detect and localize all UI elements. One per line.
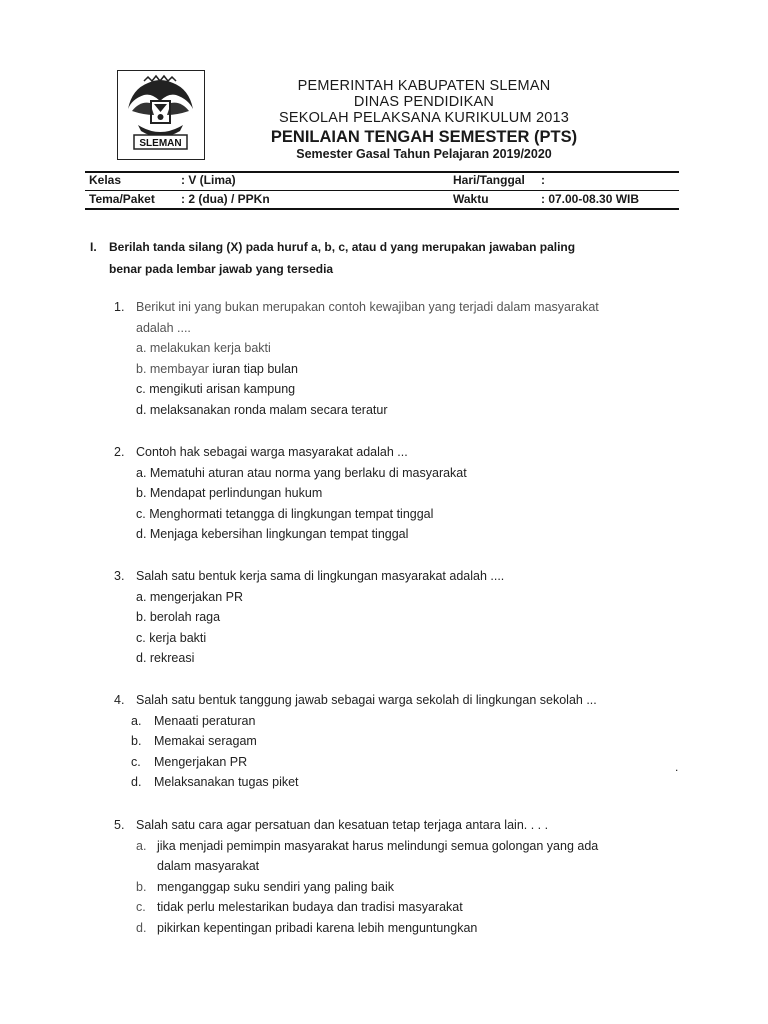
question-text: Salah satu cara agar persatuan dan kesatuan tetap terjaga antara lain. . . . — [136, 818, 549, 832]
option-a: a. melakukan kerja bakti — [136, 341, 271, 356]
option-c-letter: c. — [136, 900, 146, 915]
question-number: 5. — [114, 818, 125, 832]
option-c-letter: c. — [131, 754, 141, 769]
option-d-letter: d. — [131, 775, 142, 790]
option-c-text: Mengerjakan PR — [154, 754, 248, 769]
option-c-text: tidak perlu melestarikan budaya dan tradisi masyarakat — [157, 900, 463, 915]
kelas-label: Kelas — [89, 173, 122, 187]
option-b-part-1: b. membayar — [136, 361, 209, 376]
question-2 — [114, 442, 694, 545]
question-number: 2. — [114, 445, 125, 459]
question-text: Contoh hak sebagai warga masyarakat adalah ... — [136, 445, 408, 459]
exam-title: PENILAIAN TENGAH SEMESTER (PTS) — [270, 128, 578, 146]
hari-tanggal-label: Hari/Tanggal — [453, 173, 525, 187]
option-b-part-2: iuran tiap bulan — [208, 361, 298, 376]
option-a-text: jika menjadi pemimpin masyarakat harus melindungi semua golongan yang ada — [157, 838, 599, 853]
option-c: c. Menghormati tetangga di lingkungan tempat tinggal — [136, 506, 434, 521]
option-c: c. mengikuti arisan kampung — [136, 382, 296, 397]
trailing-dot: . — [675, 760, 679, 774]
divider-bottom — [85, 208, 679, 210]
option-a-letter: a. — [131, 713, 142, 728]
logo-text: SLEMAN — [139, 138, 182, 149]
option-d-letter: d. — [136, 920, 147, 935]
instruction-line-1: Berilah tanda silang (X) pada huruf a, b, c, atau d yang merupakan jawaban paling — [109, 240, 576, 254]
letterhead-line-1: PEMERINTAH KABUPATEN SLEMAN — [297, 78, 551, 94]
option-b-letter: b. — [131, 734, 142, 749]
section-instruction — [90, 236, 690, 280]
option-a: a. mengerjakan PR — [136, 589, 244, 604]
identity-row-theme — [0, 192, 768, 208]
letterhead-line-3: SEKOLAH PELAKSANA KURIKULUM 2013 — [278, 110, 570, 126]
question-number: 1. — [114, 300, 125, 314]
question-text: Berikut ini yang bukan merupakan contoh kewajiban yang terjadi dalam masyarakat — [136, 300, 599, 314]
option-b — [136, 359, 298, 380]
question-text: Salah satu bentuk tanggung jawab sebagai warga sekolah di lingkungan sekolah ... — [136, 693, 597, 707]
option-a-text-continued: dalam masyarakat — [157, 859, 260, 874]
sleman-logo — [117, 70, 205, 160]
instruction-line-2: benar pada lembar jawab yang tersedia — [109, 262, 334, 276]
option-a-text: Menaati peraturan — [154, 713, 256, 728]
question-text-continued: adalah .... — [136, 320, 191, 335]
option-b-text: Memakai seragam — [154, 734, 257, 749]
option-b-letter: b. — [136, 879, 147, 894]
option-a-letter: a. — [136, 838, 147, 853]
option-c: c. kerja bakti — [136, 630, 207, 645]
option-d: d. rekreasi — [136, 651, 195, 666]
option-d-text: pikirkan kepentingan pribadi karena lebih menguntungkan — [157, 920, 478, 935]
question-number: 3. — [114, 569, 125, 583]
tema-label: Tema/Paket — [89, 192, 155, 206]
question-text: Salah satu bentuk kerja sama di lingkungan masyarakat adalah .... — [136, 569, 505, 583]
question-3 — [114, 566, 694, 669]
question-5 — [114, 815, 694, 939]
semester-subtitle: Semester Gasal Tahun Pelajaran 2019/2020 — [296, 147, 552, 161]
tema-value: : 2 (dua) / PPKn — [181, 192, 270, 206]
option-b: b. berolah raga — [136, 610, 221, 625]
option-b: b. Mendapat perlindungan hukum — [136, 486, 323, 501]
question-4 — [114, 690, 694, 793]
letterhead — [214, 78, 634, 162]
option-d-text: Melaksanakan tugas piket — [154, 775, 299, 790]
question-1 — [114, 297, 694, 421]
hari-tanggal-value: : — [541, 173, 545, 187]
option-d: d. Menjaga kebersihan lingkungan tempat tinggal — [136, 527, 409, 542]
option-a: a. Mematuhi aturan atau norma yang berlaku di masyarakat — [136, 465, 467, 480]
section-number: I. — [90, 240, 97, 254]
question-number: 4. — [114, 693, 125, 707]
waktu-value: : 07.00-08.30 WIB — [541, 192, 640, 206]
option-b-text: menganggap suku sendiri yang paling baik — [157, 879, 394, 894]
kelas-value: : V (Lima) — [181, 173, 236, 187]
option-d: d. melaksanakan ronda malam secara teratur — [136, 402, 388, 417]
waktu-label: Waktu — [453, 192, 489, 206]
divider-middle — [85, 190, 679, 191]
identity-row-class — [0, 173, 768, 189]
letterhead-line-2: DINAS PENDIDIKAN — [353, 94, 495, 110]
